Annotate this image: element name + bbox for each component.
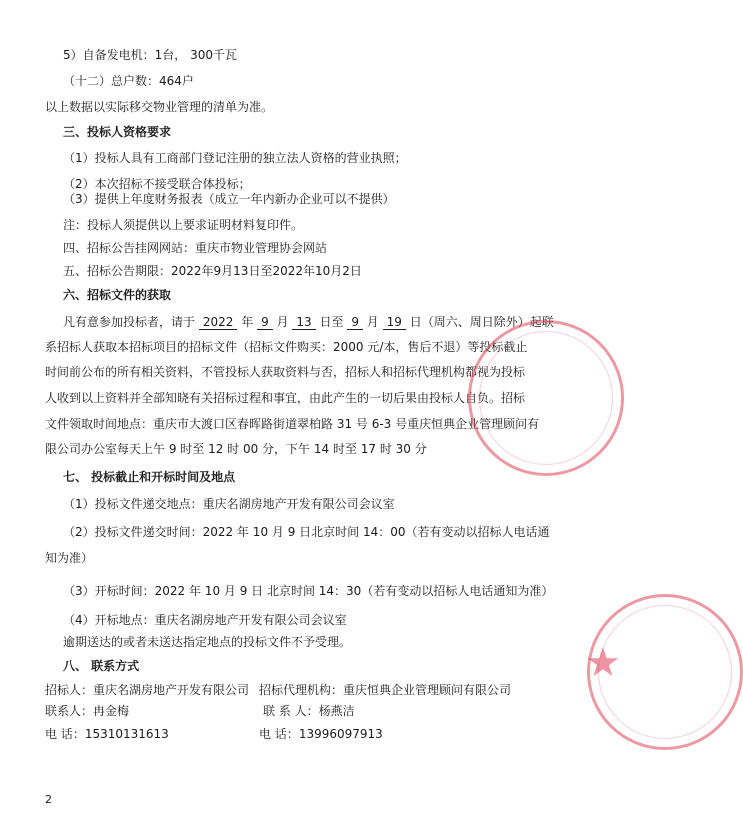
- tenderer-contact: 联系人：冉金梅: [45, 704, 130, 718]
- section-4-line: 四、招标公告挂网网站：重庆市物业管理协会网站: [63, 241, 328, 255]
- tender-period-text-2: 年: [241, 315, 254, 329]
- section-6-heading: 六、招标文件的获取: [63, 288, 172, 302]
- tenderer-phone: 电 话：15310131613: [45, 727, 169, 741]
- household-count-line: （十二）总户数：464户: [63, 74, 194, 88]
- data-note-line: 以上数据以实际移交物业管理的清单为准。: [45, 100, 274, 114]
- tender-period-text-5: 月: [366, 315, 379, 329]
- tender-end-month: 9: [347, 315, 363, 330]
- qualification-3: （3）提供上年度财务报表（成立一年内新办企业可以不提供）: [63, 192, 395, 206]
- tenderer-org: 招标人：重庆名湖房地产开发有限公司: [45, 683, 250, 697]
- page-number: 2: [45, 793, 52, 806]
- opening-time-line: （3）开标时间：2022 年 10 月 9 日 北京时间 14：30（若有变动以招标人电话通知为准）: [63, 584, 554, 598]
- tender-period-text-1: 凡有意参加投标者，请于: [63, 315, 196, 329]
- tender-year: 2022: [199, 315, 238, 330]
- qualification-2: （2）本次招标不接受联合体投标；: [63, 177, 251, 191]
- liability-line: 人收到以上资料并全部知晓有关招标过程和事宜，由此产生的一切后果由投标人自负。招标: [45, 391, 526, 405]
- tender-period-text-3: 月: [276, 315, 289, 329]
- tender-period-line: [63, 314, 554, 330]
- tender-start-day: 13: [292, 315, 315, 330]
- opening-place-line: （4）开标地点：重庆名湖房地产开发有限公司会议室: [63, 613, 347, 627]
- materials-line: 时间前公布的所有相关资料，不管投标人获取资料与否，招标人和招标代理机构都视为投标: [45, 365, 526, 379]
- late-submission-line: 逾期送达的或者未送达指定地点的投标文件不予受理。: [63, 635, 352, 649]
- section-3-heading: 三、投标人资格要求: [63, 125, 172, 139]
- pickup-address-line: 文件领取时间地点：重庆市大渡口区春晖路街道翠柏路 31 号 6-3 号重庆恒典企业管理顾问有: [45, 417, 540, 431]
- tender-start-month: 9: [257, 315, 273, 330]
- submission-time-cont: 知为准）: [45, 551, 94, 565]
- section-7-heading: 七、 投标截止和开标时间及地点: [63, 470, 236, 484]
- submission-place-line: （1）投标文件递交地点：重庆名湖房地产开发有限公司会议室: [63, 497, 395, 511]
- agency-org: 招标代理机构：重庆恒典企业管理顾问有限公司: [259, 683, 512, 697]
- qualification-note: 注：投标人须提供以上要求证明材料复印件。: [63, 218, 304, 232]
- agency-contact: 联 系 人：杨燕洁: [263, 704, 355, 718]
- qualification-1: （1）投标人具有工商部门登记注册的独立法人资格的营业执照；: [63, 151, 407, 165]
- tender-end-day: 19: [383, 315, 406, 330]
- section-5-line: 五、招标公告期限：2022年9月13日至2022年10月2日: [63, 264, 362, 278]
- seal-star: ★: [585, 640, 621, 686]
- section-8-heading: 八、 联系方式: [63, 659, 140, 673]
- office-hours-line: 限公司办公室每天上午 9 时至 12 时 00 分，下午 14 时至 17 时 30 分: [45, 442, 427, 456]
- tender-period-text-6: 日（周六、周日除外）起联: [409, 315, 554, 329]
- submission-time-line: （2）投标文件递交时间：2022 年 10 月 9 日北京时间 14：00（若有变动以招标人电话通: [63, 525, 550, 539]
- generator-line: 5）自备发电机：1台， 300千瓦: [63, 48, 237, 62]
- tender-period-text-4: 日至: [319, 315, 344, 329]
- agency-phone: 电 话：13996097913: [259, 727, 383, 741]
- document-fee-line: 系招标人获取本招标项目的招标文件（招标文件购买：2000 元/本，售后不退）等投标截止: [45, 340, 528, 354]
